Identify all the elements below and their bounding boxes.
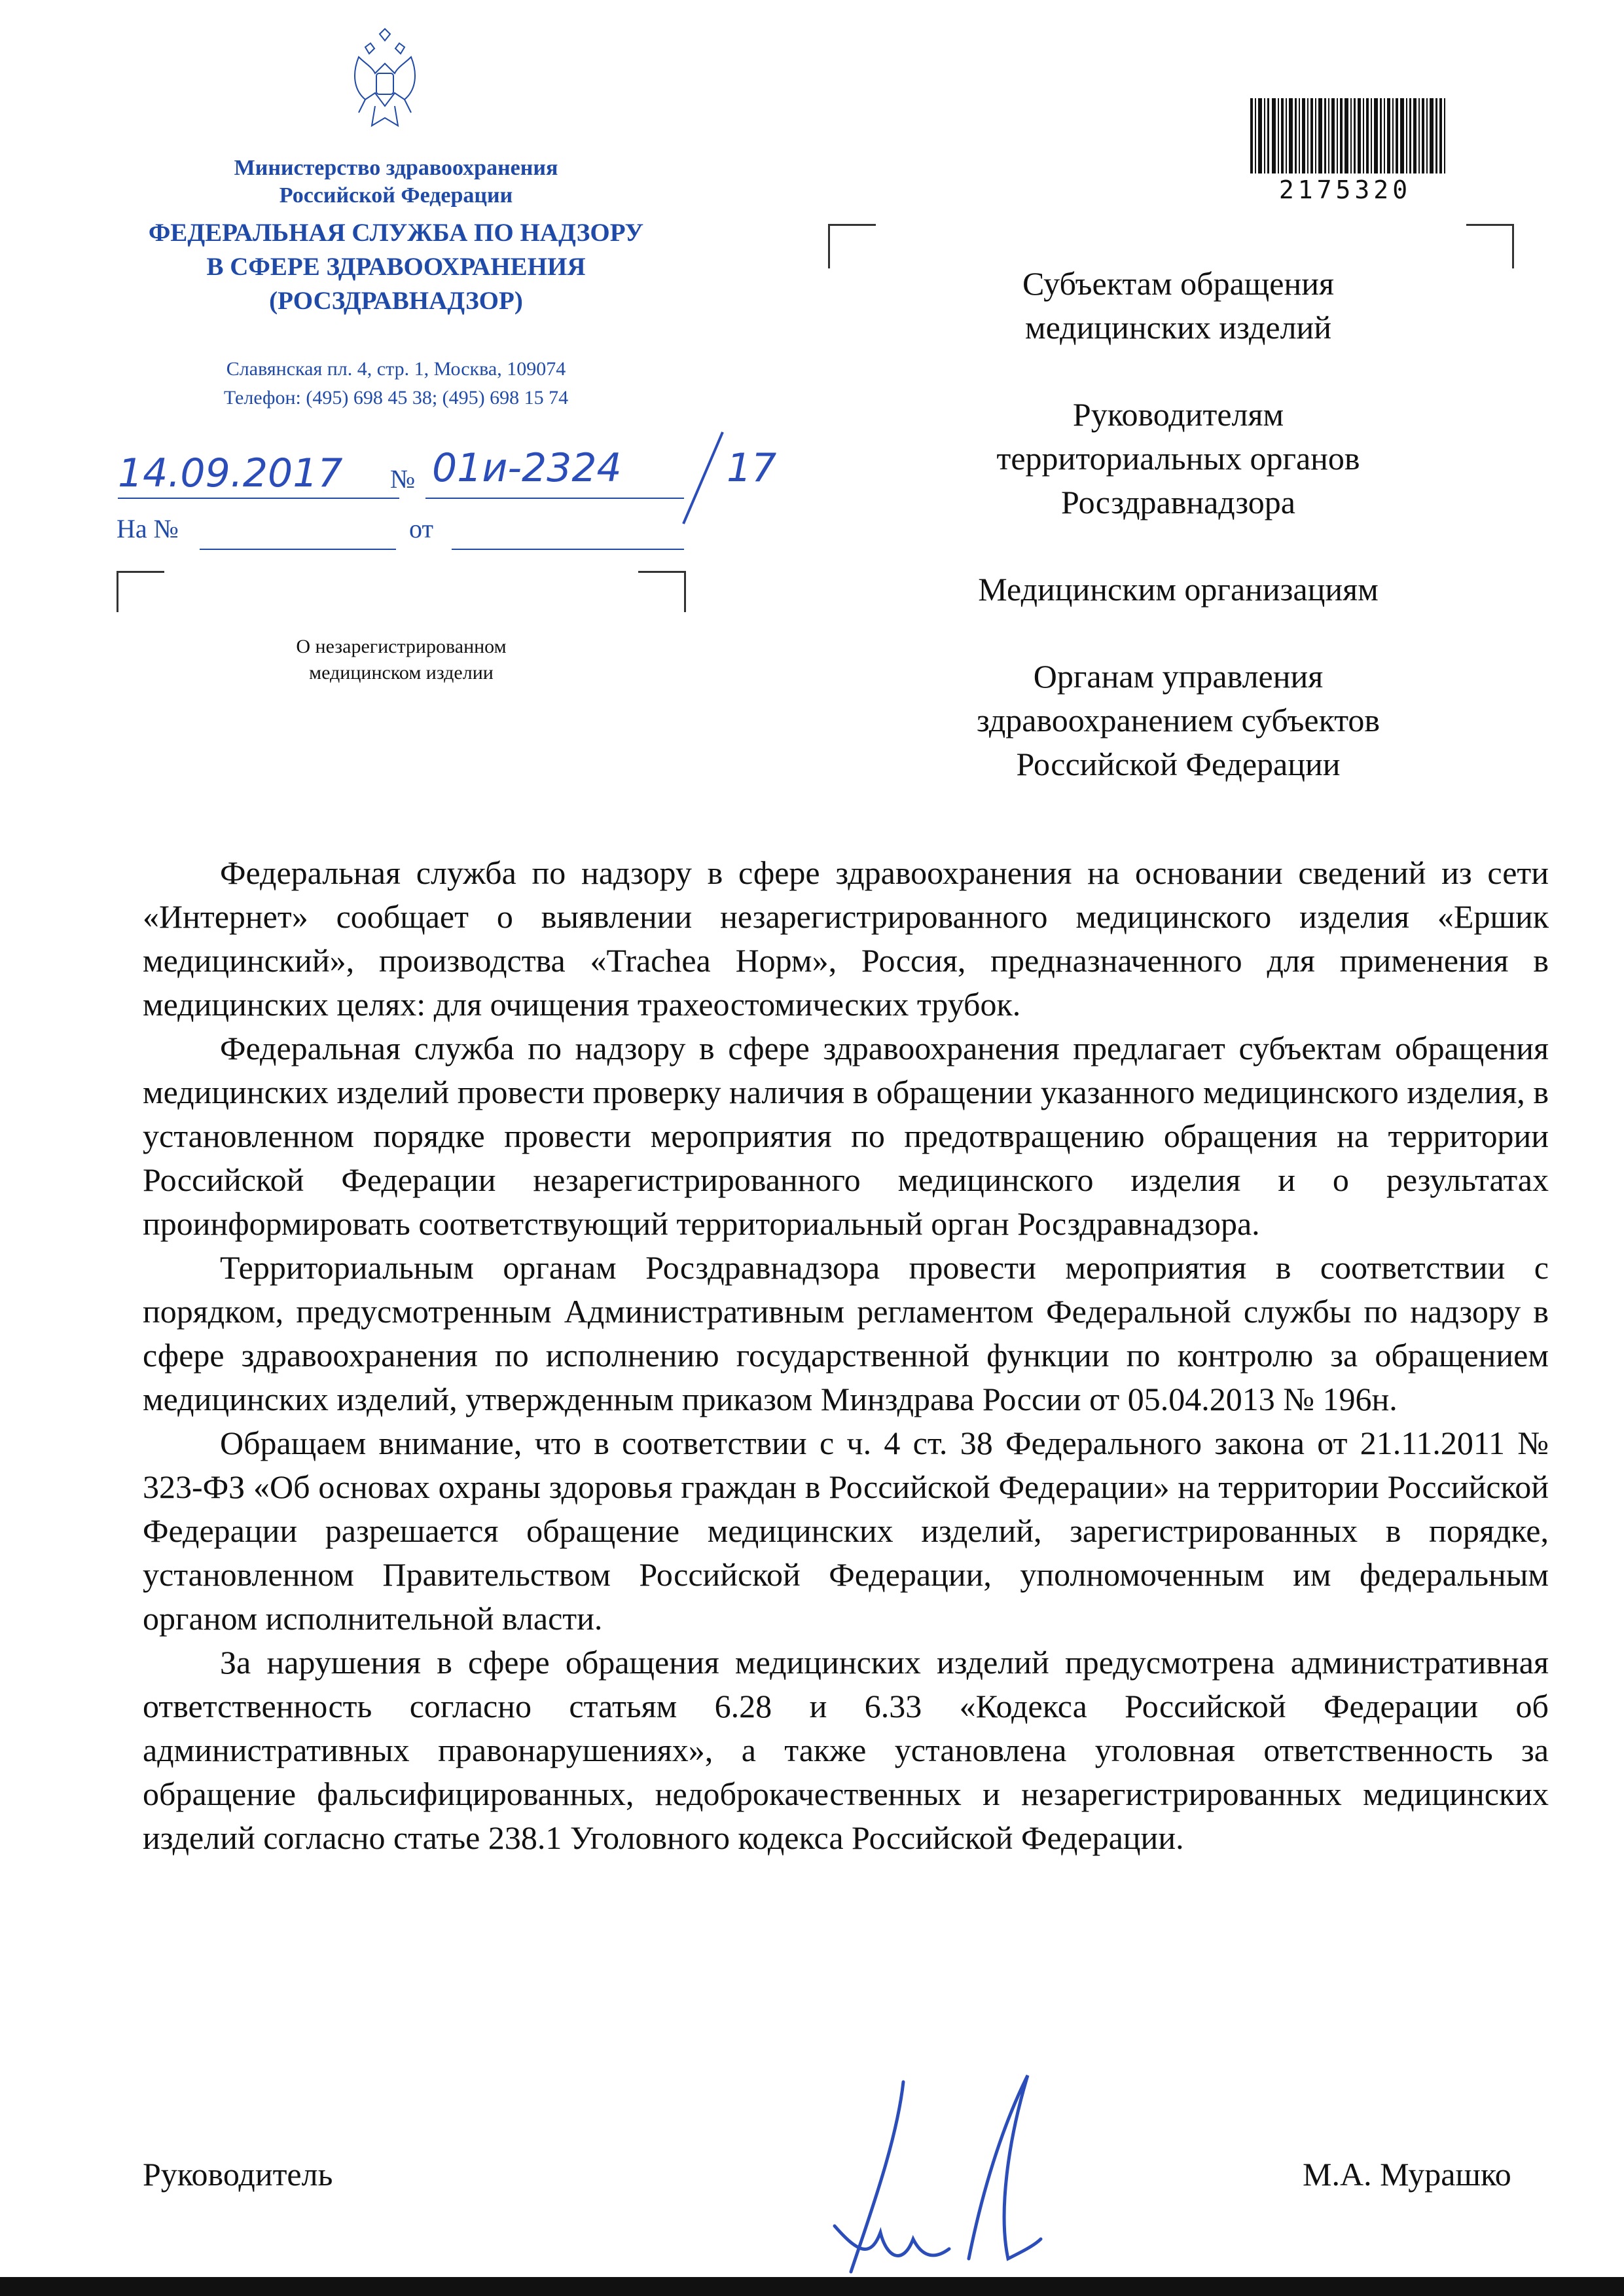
service-line-2: В СФЕРЕ ЗДРАВООХРАНЕНИЯ <box>206 253 586 281</box>
addressee-1: Субъектам обращения медицинских изделий <box>1022 265 1334 346</box>
body-paragraph: За нарушения в сфере обращения медицинских изделий предусмотрена административная ответственность согласно статьям 6.28 и 6.33 «Кодекса Российской Федерации об административных правонарушениях», а также установлена уголовная ответственность за обращение фальсифицированных, недоброкачественных и незарегистрированных медицинских изделий согласно статье 238.1 Уголовного кодекса Российской Федерации. <box>143 1644 1549 1856</box>
service-line-1: ФЕДЕРАЛЬНАЯ СЛУЖБА ПО НАДЗОРУ <box>148 219 644 247</box>
number-sign: № <box>390 464 416 494</box>
reply-date-blank <box>452 522 684 550</box>
outgoing-date: 14.09.2017 <box>118 450 343 496</box>
body-paragraph: Обращаем внимание, что в соответствии с ч. 4 ст. 38 Федерального закона от 21.11.2011 № 323-ФЗ «Об основах охраны здоровья граждан в Российской Федерации» на территории Российской Федерации разрешается обращение медицинских изделий, зарегистрированных в порядке, установленном Правительством Российской Федерации, уполномоченным им федеральным органом исполнительной власти. <box>143 1425 1549 1637</box>
addressee-corner-left <box>828 224 876 268</box>
body-paragraph: Федеральная служба по надзору в сфере здравоохранения предлагает субъектам обращения медицинских изделий провести проверку наличия в обращении указанного медицинского изделия, в установленном порядке провести мероприятия по предотвращению обращения на территории Российской Федерации незарегистрированного медицинского изделия и о результатах проинформировать соответствующий территориальный орган Росздравнадзора. <box>143 1030 1549 1242</box>
service-line-3: (РОСЗДРАВНАДЗОР) <box>269 287 523 315</box>
signatory-name: М.А. Мурашко <box>1303 2156 1511 2193</box>
handwritten-signature <box>772 2062 1113 2278</box>
number-underline <box>425 498 684 499</box>
addressee-3: Медицинским организациям <box>978 571 1379 608</box>
barcode-number: 2175320 <box>1278 175 1412 204</box>
reply-from-label: от <box>409 514 433 543</box>
body-paragraph: Территориальным органам Росздравнадзора провести мероприятия в соответствии с порядком, предусмотренным Административным регламентом Федеральной службы по надзору в сфере здравоохранения по исполнению государственной функции по контролю за обращением медицинских изделий, утвержденным приказом Минздрава России от 05.04.2013 № 196н. <box>143 1249 1549 1417</box>
subject-corner-right <box>638 571 686 612</box>
addressee-corner-right <box>1466 224 1514 268</box>
scan-bottom-edge <box>0 2277 1624 2296</box>
barcode <box>1244 98 1453 177</box>
service-name <box>98 216 694 318</box>
letter-subject <box>241 634 562 686</box>
ministry-line-1: Министерство здравоохранения <box>234 156 558 180</box>
reply-number-blank <box>200 522 396 550</box>
ministry-line-2: Российской Федерации <box>279 183 513 208</box>
signatory-position: Руководитель <box>143 2156 333 2193</box>
ministry-name <box>98 155 694 210</box>
letterhead-address <box>98 355 694 412</box>
reply-to-label: На № <box>117 514 179 543</box>
phone-line: Телефон: (495) 698 45 38; (495) 698 15 74 <box>223 387 569 409</box>
coat-of-arms-icon <box>346 27 424 139</box>
addressee-4: Органам управления здравоохранением субъектов Российской Федерации <box>976 658 1380 782</box>
addressee-2: Руководителям территориальных органов Росздравнадзора <box>996 396 1360 520</box>
date-underline <box>118 498 399 499</box>
outgoing-number-suffix: 17 <box>727 445 777 491</box>
subject-line-1: О незарегистрированном <box>296 636 507 657</box>
addressee-block <box>890 262 1466 829</box>
subject-corner-left <box>117 571 164 612</box>
outgoing-number: 01и-2324 <box>432 445 622 491</box>
body-paragraph: Федеральная служба по надзору в сфере здравоохранения на основании сведений из сети «Интернет» сообщает о выявлении незарегистрированного медицинского изделия «Ершик медицинский», производства «Trachea Норм», Россия, предназначенного для применения в медицинских целях: для очищения трахеостомических трубок. <box>143 854 1549 1023</box>
letter-body <box>143 851 1549 1860</box>
address-line: Славянская пл. 4, стр. 1, Москва, 109074 <box>226 358 566 380</box>
subject-line-2: медицинском изделии <box>309 662 494 683</box>
